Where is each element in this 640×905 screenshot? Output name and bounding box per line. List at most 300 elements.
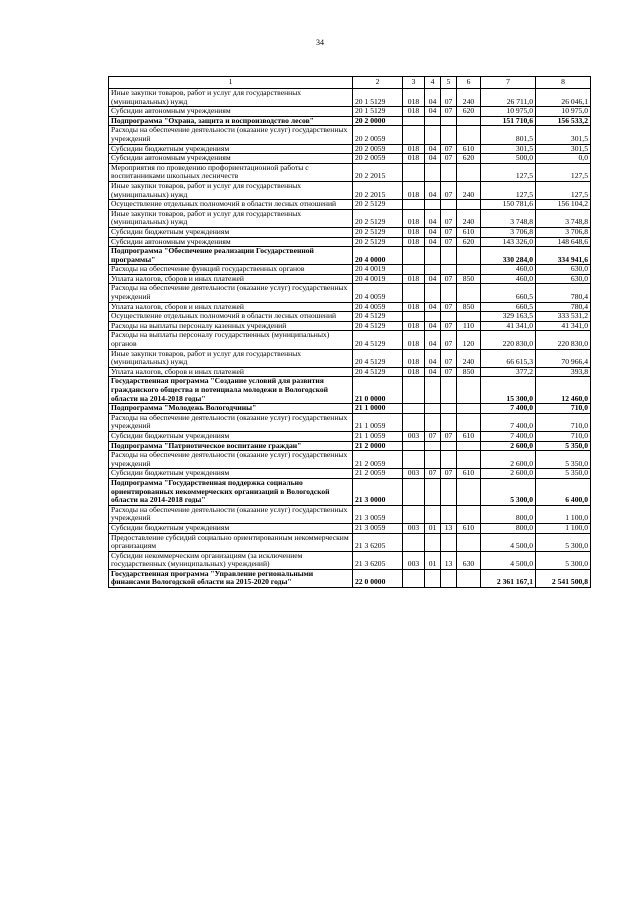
row-rz: 04 <box>425 321 441 331</box>
row-amount-2: 2 541 500,8 <box>536 569 591 587</box>
table-row <box>109 431 591 441</box>
row-code: 21 2 0000 <box>353 441 403 451</box>
row-vr <box>457 413 481 431</box>
row-amount-1: 66 615,3 <box>481 349 536 367</box>
row-name: Иные закупки товаров, работ и услуг для государственных (муниципальных) нужд <box>109 349 353 367</box>
row-amount-1: 7 400,0 <box>481 413 536 431</box>
row-rz <box>425 478 441 505</box>
row-rz <box>425 569 441 587</box>
row-vr: 610 <box>457 227 481 237</box>
row-vr: 630 <box>457 551 481 569</box>
row-name: Осуществление отдельных полномочий в области лесных отношений <box>109 200 353 210</box>
row-rz <box>425 404 441 414</box>
row-amount-1: 2 600,0 <box>481 451 536 469</box>
row-name: Уплата налогов, сборов и иных платежей <box>109 302 353 312</box>
table-row <box>109 163 591 181</box>
row-code: 20 2 5129 <box>353 209 403 227</box>
table-row <box>109 302 591 312</box>
row-amount-1: 151 710,6 <box>481 116 536 126</box>
header-cell-3: 3 <box>403 77 425 89</box>
row-amount-1: 2 600,0 <box>481 441 536 451</box>
row-vr: 110 <box>457 321 481 331</box>
table-row <box>109 349 591 367</box>
row-rz: 04 <box>425 89 441 107</box>
table-row <box>109 200 591 210</box>
row-name: Подпрограмма "Патриотическое воспитание граждан" <box>109 441 353 451</box>
row-code: 20 1 5129 <box>353 107 403 117</box>
row-amount-2: 710,0 <box>536 404 591 414</box>
row-rz <box>425 441 441 451</box>
row-code: 20 2 0059 <box>353 144 403 154</box>
row-vr: 120 <box>457 331 481 349</box>
row-code: 20 2 5129 <box>353 200 403 210</box>
row-rz <box>425 533 441 551</box>
table-row <box>109 247 591 265</box>
row-pr <box>441 265 457 275</box>
row-ved <box>403 478 425 505</box>
row-amount-1: 4 500,0 <box>481 533 536 551</box>
row-ved: 018 <box>403 321 425 331</box>
row-rz <box>425 377 441 404</box>
row-amount-1: 127,5 <box>481 163 536 181</box>
table-row <box>109 404 591 414</box>
row-pr <box>441 126 457 144</box>
table-row <box>109 144 591 154</box>
row-ved <box>403 116 425 126</box>
table-row <box>109 377 591 404</box>
row-amount-2: 5 300,0 <box>536 533 591 551</box>
row-ved <box>403 404 425 414</box>
row-amount-2: 0,0 <box>536 154 591 164</box>
row-code: 20 4 5129 <box>353 331 403 349</box>
row-name: Подпрограмма "Охрана, защита и воспроизводство лесов" <box>109 116 353 126</box>
header-cell-7: 7 <box>481 77 536 89</box>
row-amount-1: 150 781,6 <box>481 200 536 210</box>
row-name: Субсидии бюджетным учреждениям <box>109 227 353 237</box>
row-amount-1: 329 163,5 <box>481 312 536 322</box>
row-name: Предоставление субсидий социально ориентированным некоммерческим организациям <box>109 533 353 551</box>
row-ved <box>403 441 425 451</box>
row-rz: 01 <box>425 551 441 569</box>
row-name: Субсидии автономным учреждениям <box>109 237 353 247</box>
row-name: Уплата налогов, сборов и иных платежей <box>109 274 353 284</box>
row-amount-1: 3 748,8 <box>481 209 536 227</box>
row-amount-2: 301,5 <box>536 144 591 154</box>
row-pr: 07 <box>441 321 457 331</box>
row-vr <box>457 284 481 302</box>
table-row <box>109 551 591 569</box>
row-rz: 04 <box>425 349 441 367</box>
row-rz <box>425 312 441 322</box>
row-amount-2: 70 966,4 <box>536 349 591 367</box>
table-row <box>109 89 591 107</box>
row-amount-2: 630,0 <box>536 265 591 275</box>
row-name: Подпрограмма "Обеспечение реализации Государственной программы" <box>109 247 353 265</box>
row-ved: 018 <box>403 209 425 227</box>
row-rz: 04 <box>425 367 441 377</box>
row-rz <box>425 284 441 302</box>
row-rz: 04 <box>425 274 441 284</box>
row-ved: 018 <box>403 349 425 367</box>
row-pr: 07 <box>441 144 457 154</box>
row-pr <box>441 451 457 469</box>
row-code: 20 4 5129 <box>353 321 403 331</box>
row-name: Расходы на обеспечение функций государственных органов <box>109 265 353 275</box>
row-pr <box>441 200 457 210</box>
row-name: Расходы на обеспечение деятельности (оказание услуг) государственных учреждений <box>109 284 353 302</box>
row-pr: 07 <box>441 302 457 312</box>
row-amount-2: 3 748,8 <box>536 209 591 227</box>
row-vr: 240 <box>457 181 481 199</box>
page-number: 34 <box>316 38 324 47</box>
row-code: 21 1 0059 <box>353 413 403 431</box>
row-name: Расходы на обеспечение деятельности (оказание услуг) государственных учреждений <box>109 126 353 144</box>
row-name: Государственная программа "Управление региональными финансами Вологодской области на 2015-2020 годы" <box>109 569 353 587</box>
row-amount-1: 660,5 <box>481 302 536 312</box>
row-rz <box>425 200 441 210</box>
row-pr: 13 <box>441 523 457 533</box>
row-amount-2: 333 531,2 <box>536 312 591 322</box>
row-ved <box>403 377 425 404</box>
row-ved <box>403 312 425 322</box>
row-amount-1: 800,0 <box>481 505 536 523</box>
header-cell-8: 8 <box>536 77 591 89</box>
row-code: 21 3 0059 <box>353 505 403 523</box>
row-vr: 620 <box>457 154 481 164</box>
row-amount-1: 660,5 <box>481 284 536 302</box>
row-vr: 850 <box>457 367 481 377</box>
row-name: Иные закупки товаров, работ и услуг для государственных (муниципальных) нужд <box>109 181 353 199</box>
header-cell-2: 2 <box>353 77 403 89</box>
row-code: 20 4 0000 <box>353 247 403 265</box>
row-pr: 07 <box>441 367 457 377</box>
row-pr: 07 <box>441 349 457 367</box>
row-ved: 018 <box>403 367 425 377</box>
row-pr: 07 <box>441 431 457 441</box>
row-name: Расходы на выплаты персоналу казенных учреждений <box>109 321 353 331</box>
row-code: 21 2 0059 <box>353 451 403 469</box>
row-rz: 04 <box>425 144 441 154</box>
header-cell-4: 4 <box>425 77 441 89</box>
row-code: 21 3 6205 <box>353 533 403 551</box>
row-vr <box>457 478 481 505</box>
row-amount-1: 377,2 <box>481 367 536 377</box>
row-pr <box>441 569 457 587</box>
row-pr <box>441 116 457 126</box>
row-name: Расходы на выплаты персоналу государственных (муниципальных) органов <box>109 331 353 349</box>
row-vr: 240 <box>457 89 481 107</box>
row-ved: 018 <box>403 237 425 247</box>
row-pr: 07 <box>441 181 457 199</box>
row-ved: 018 <box>403 227 425 237</box>
row-name: Расходы на обеспечение деятельности (оказание услуг) государственных учреждений <box>109 505 353 523</box>
table-row <box>109 413 591 431</box>
row-vr: 610 <box>457 523 481 533</box>
row-name: Расходы на обеспечение деятельности (оказание услуг) государственных учреждений <box>109 413 353 431</box>
row-amount-1: 5 300,0 <box>481 478 536 505</box>
table-row <box>109 331 591 349</box>
row-ved <box>403 533 425 551</box>
row-amount-1: 460,0 <box>481 265 536 275</box>
row-amount-1: 500,0 <box>481 154 536 164</box>
table-row <box>109 107 591 117</box>
row-amount-2: 220 830,0 <box>536 331 591 349</box>
row-pr: 07 <box>441 89 457 107</box>
row-vr <box>457 377 481 404</box>
row-pr: 07 <box>441 107 457 117</box>
row-code: 20 1 5129 <box>353 89 403 107</box>
row-amount-1: 41 341,0 <box>481 321 536 331</box>
row-ved <box>403 451 425 469</box>
row-pr <box>441 404 457 414</box>
row-code: 20 4 0059 <box>353 302 403 312</box>
row-amount-1: 4 500,0 <box>481 551 536 569</box>
table-row <box>109 523 591 533</box>
row-vr <box>457 247 481 265</box>
row-vr <box>457 505 481 523</box>
row-amount-2: 5 350,0 <box>536 451 591 469</box>
row-code: 20 4 5129 <box>353 367 403 377</box>
row-ved: 003 <box>403 469 425 479</box>
row-vr: 850 <box>457 302 481 312</box>
row-vr <box>457 404 481 414</box>
row-ved: 003 <box>403 551 425 569</box>
row-vr: 240 <box>457 209 481 227</box>
table-row <box>109 321 591 331</box>
table-row <box>109 441 591 451</box>
row-amount-2: 6 400,0 <box>536 478 591 505</box>
row-rz: 04 <box>425 331 441 349</box>
row-pr: 07 <box>441 237 457 247</box>
row-amount-2: 26 046,1 <box>536 89 591 107</box>
row-name: Субсидии автономным учреждениям <box>109 154 353 164</box>
row-name: Иные закупки товаров, работ и услуг для государственных (муниципальных) нужд <box>109 209 353 227</box>
row-vr <box>457 569 481 587</box>
row-vr <box>457 116 481 126</box>
row-amount-2: 10 975,0 <box>536 107 591 117</box>
table-row <box>109 505 591 523</box>
row-ved: 018 <box>403 302 425 312</box>
row-ved: 018 <box>403 154 425 164</box>
row-name: Иные закупки товаров, работ и услуг для государственных (муниципальных) нужд <box>109 89 353 107</box>
row-pr: 07 <box>441 469 457 479</box>
row-amount-2: 1 100,0 <box>536 523 591 533</box>
row-name: Субсидии бюджетным учреждениям <box>109 144 353 154</box>
row-ved: 018 <box>403 89 425 107</box>
row-amount-1: 7 400,0 <box>481 431 536 441</box>
row-amount-2: 41 341,0 <box>536 321 591 331</box>
table-row <box>109 451 591 469</box>
row-code: 20 2 2015 <box>353 163 403 181</box>
row-vr: 240 <box>457 349 481 367</box>
row-ved: 018 <box>403 144 425 154</box>
row-name: Субсидии бюджетным учреждениям <box>109 431 353 441</box>
table-row <box>109 126 591 144</box>
row-vr: 620 <box>457 107 481 117</box>
table-row <box>109 569 591 587</box>
row-code: 21 2 0059 <box>353 469 403 479</box>
row-pr <box>441 505 457 523</box>
table-row <box>109 209 591 227</box>
row-amount-1: 15 300,0 <box>481 377 536 404</box>
row-ved <box>403 505 425 523</box>
row-rz <box>425 126 441 144</box>
row-code: 20 4 0019 <box>353 274 403 284</box>
row-vr <box>457 441 481 451</box>
row-amount-1: 26 711,0 <box>481 89 536 107</box>
row-vr <box>457 312 481 322</box>
row-code: 22 0 0000 <box>353 569 403 587</box>
row-pr <box>441 163 457 181</box>
row-vr: 610 <box>457 469 481 479</box>
table-row <box>109 367 591 377</box>
row-rz <box>425 116 441 126</box>
row-pr <box>441 377 457 404</box>
row-code: 21 1 0000 <box>353 404 403 414</box>
row-amount-1: 10 975,0 <box>481 107 536 117</box>
row-amount-2: 710,0 <box>536 431 591 441</box>
row-rz: 04 <box>425 302 441 312</box>
row-amount-2: 127,5 <box>536 181 591 199</box>
row-rz: 04 <box>425 227 441 237</box>
budget-table <box>108 76 591 588</box>
row-vr <box>457 533 481 551</box>
row-code: 21 3 0000 <box>353 478 403 505</box>
row-amount-1: 2 361 167,1 <box>481 569 536 587</box>
row-pr: 13 <box>441 551 457 569</box>
row-ved: 018 <box>403 107 425 117</box>
row-rz <box>425 247 441 265</box>
table-row <box>109 237 591 247</box>
table-row <box>109 478 591 505</box>
row-ved: 018 <box>403 331 425 349</box>
row-rz: 07 <box>425 469 441 479</box>
row-ved <box>403 126 425 144</box>
row-amount-1: 3 706,8 <box>481 227 536 237</box>
row-rz: 04 <box>425 107 441 117</box>
row-amount-2: 1 100,0 <box>536 505 591 523</box>
row-name: Субсидии бюджетным учреждениям <box>109 523 353 533</box>
row-amount-2: 393,8 <box>536 367 591 377</box>
row-code: 20 4 0019 <box>353 265 403 275</box>
row-code: 20 2 0059 <box>353 126 403 144</box>
table-row <box>109 469 591 479</box>
table-row <box>109 312 591 322</box>
row-code: 21 1 0059 <box>353 431 403 441</box>
header-cell-1: 1 <box>109 77 353 89</box>
table-row <box>109 181 591 199</box>
row-rz: 04 <box>425 154 441 164</box>
row-code: 20 2 0059 <box>353 154 403 164</box>
row-amount-2: 156 533,2 <box>536 116 591 126</box>
row-amount-2: 12 460,0 <box>536 377 591 404</box>
table-row <box>109 274 591 284</box>
row-pr <box>441 284 457 302</box>
row-amount-1: 301,5 <box>481 144 536 154</box>
row-pr: 07 <box>441 154 457 164</box>
row-code: 20 4 5129 <box>353 312 403 322</box>
row-name: Подпрограмма "Государственная поддержка социально ориентированных некоммерческих организаций в Вологодской области на 2014-2018 годы" <box>109 478 353 505</box>
row-code: 21 3 6205 <box>353 551 403 569</box>
row-ved <box>403 163 425 181</box>
row-vr <box>457 126 481 144</box>
row-code: 21 0 0000 <box>353 377 403 404</box>
row-vr <box>457 163 481 181</box>
row-rz: 01 <box>425 523 441 533</box>
row-ved <box>403 284 425 302</box>
row-amount-1: 143 326,0 <box>481 237 536 247</box>
row-code: 20 4 0059 <box>353 284 403 302</box>
table-row <box>109 116 591 126</box>
row-vr <box>457 200 481 210</box>
row-name: Подпрограмма "Молодежь Вологодчины" <box>109 404 353 414</box>
header-cell-5: 5 <box>441 77 457 89</box>
row-vr <box>457 265 481 275</box>
row-amount-2: 127,5 <box>536 163 591 181</box>
row-amount-1: 127,5 <box>481 181 536 199</box>
row-pr: 07 <box>441 227 457 237</box>
row-amount-2: 780,4 <box>536 284 591 302</box>
row-code: 20 2 0000 <box>353 116 403 126</box>
row-amount-2: 156 104,2 <box>536 200 591 210</box>
row-name: Субсидии автономным учреждениям <box>109 107 353 117</box>
row-ved <box>403 569 425 587</box>
row-ved: 018 <box>403 181 425 199</box>
row-amount-2: 5 350,0 <box>536 441 591 451</box>
row-vr: 850 <box>457 274 481 284</box>
row-ved <box>403 200 425 210</box>
row-rz: 07 <box>425 431 441 441</box>
row-vr: 610 <box>457 144 481 154</box>
row-amount-2: 148 648,6 <box>536 237 591 247</box>
row-amount-1: 7 400,0 <box>481 404 536 414</box>
table-row <box>109 284 591 302</box>
table-row <box>109 265 591 275</box>
row-amount-2: 334 941,6 <box>536 247 591 265</box>
row-name: Мероприятия по проведению профориентационной работы с воспитанниками школьных лесничеств <box>109 163 353 181</box>
row-amount-1: 220 830,0 <box>481 331 536 349</box>
row-ved <box>403 413 425 431</box>
row-amount-2: 5 350,0 <box>536 469 591 479</box>
row-pr <box>441 312 457 322</box>
row-code: 20 4 5129 <box>353 349 403 367</box>
row-amount-1: 800,0 <box>481 523 536 533</box>
table-body <box>109 77 591 588</box>
row-name: Государственная программа "Создание условий для развития гражданского общества и потенциала молодежи в Вологодской области на 2014-2018 годы" <box>109 377 353 404</box>
row-rz <box>425 413 441 431</box>
row-amount-2: 710,0 <box>536 413 591 431</box>
row-pr <box>441 441 457 451</box>
row-amount-1: 460,0 <box>481 274 536 284</box>
row-pr: 07 <box>441 331 457 349</box>
row-amount-1: 330 284,0 <box>481 247 536 265</box>
row-name: Уплата налогов, сборов и иных платежей <box>109 367 353 377</box>
row-pr <box>441 533 457 551</box>
row-ved: 018 <box>403 274 425 284</box>
table-row <box>109 154 591 164</box>
row-ved: 003 <box>403 523 425 533</box>
row-name: Осуществление отдельных полномочий в области лесных отношений <box>109 312 353 322</box>
header-cell-6: 6 <box>457 77 481 89</box>
row-code: 20 2 2015 <box>353 181 403 199</box>
row-name: Субсидии некоммерческим организациям (за исключением государственных (муниципальных) учреждений) <box>109 551 353 569</box>
row-rz <box>425 451 441 469</box>
row-rz: 04 <box>425 237 441 247</box>
row-code: 20 2 5129 <box>353 237 403 247</box>
row-code: 20 2 5129 <box>353 227 403 237</box>
row-pr: 07 <box>441 274 457 284</box>
row-rz <box>425 163 441 181</box>
